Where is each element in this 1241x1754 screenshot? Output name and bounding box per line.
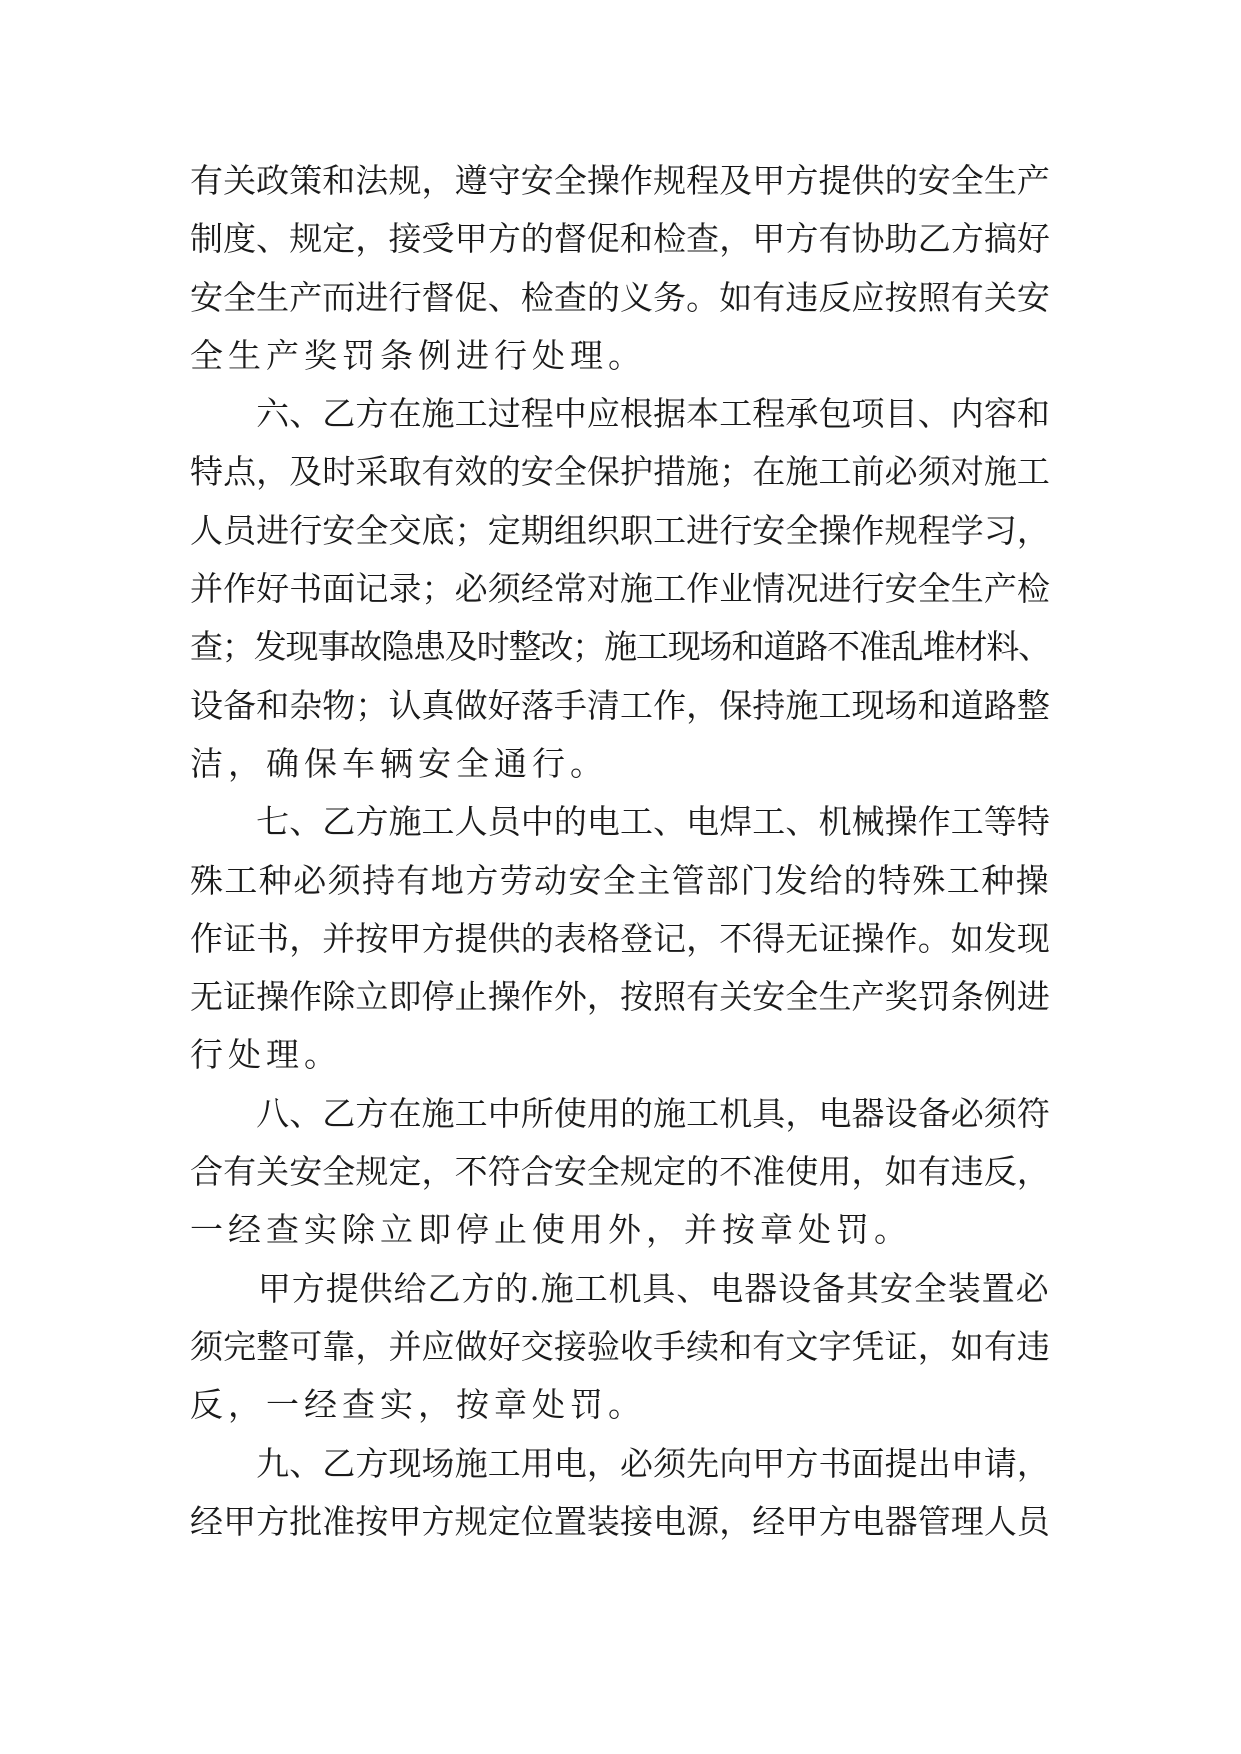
text-line: 有关政策和法规，遵守安全操作规程及甲方提供的安全生产 — [190, 161, 1050, 200]
text-line: 一经查实除立即停止使用外，并按章处罚。 — [190, 1210, 912, 1250]
text-line: 查；发现事故隐患及时整改；施工现场和道路不准乱堆材料、 — [190, 627, 1050, 667]
text-line: 特点，及时采取有效的安全保护措施；在施工前必须对施工 — [190, 452, 1050, 492]
text-line: 合有关安全规定，不符合安全规定的不准使用，如有违反， — [190, 1152, 1050, 1192]
text-line: 九、乙方现场施工用电，必须先向甲方书面提出申请， — [190, 1443, 1050, 1483]
document-body — [190, 152, 1050, 1551]
text-line: 洁，确保车辆安全通行。 — [190, 743, 608, 783]
text-line: 行处理。 — [190, 1035, 342, 1075]
text-line: 无证操作除立即停止操作外，按照有关安全生产奖罚条例进 — [190, 977, 1050, 1017]
text-line: 制度、规定，接受甲方的督促和检查，甲方有协助乙方搞好 — [190, 219, 1050, 259]
text-line: 八、乙方在施工中所使用的施工机具，电器设备必须符 — [190, 1093, 1050, 1133]
text-line: 反，一经查实，按章处罚。 — [190, 1385, 646, 1425]
text-line: 甲方提供给乙方的.施工机具、电器设备其安全装置必 — [190, 1268, 1050, 1308]
text-line: 须完整可靠，并应做好交接验收手续和有文字凭证，如有违 — [190, 1326, 1050, 1366]
text-line: 经甲方批准按甲方规定位置装接电源，经甲方电器管理人员 — [190, 1501, 1050, 1541]
text-line: 作证书，并按甲方提供的表格登记，不得无证操作。如发现 — [190, 918, 1050, 958]
text-line: 殊工种必须持有地方劳动安全主管部门发给的特殊工种操 — [190, 860, 1050, 900]
text-line: 并作好书面记录；必须经常对施工作业情况进行安全生产检 — [190, 569, 1050, 609]
text-line: 人员进行安全交底；定期组织职工进行安全操作规程学习， — [190, 510, 1050, 550]
text-line: 全生产奖罚条例进行处理。 — [190, 335, 646, 375]
text-line: 六、乙方在施工过程中应根据本工程承包项目、内容和 — [190, 394, 1050, 434]
text-line: 七、乙方施工人员中的电工、电焊工、机械操作工等特 — [190, 802, 1050, 842]
text-line: 设备和杂物；认真做好落手清工作，保持施工现场和道路整 — [190, 685, 1050, 725]
text-line: 安全生产而进行督促、检查的义务。如有违反应按照有关安 — [190, 277, 1050, 317]
